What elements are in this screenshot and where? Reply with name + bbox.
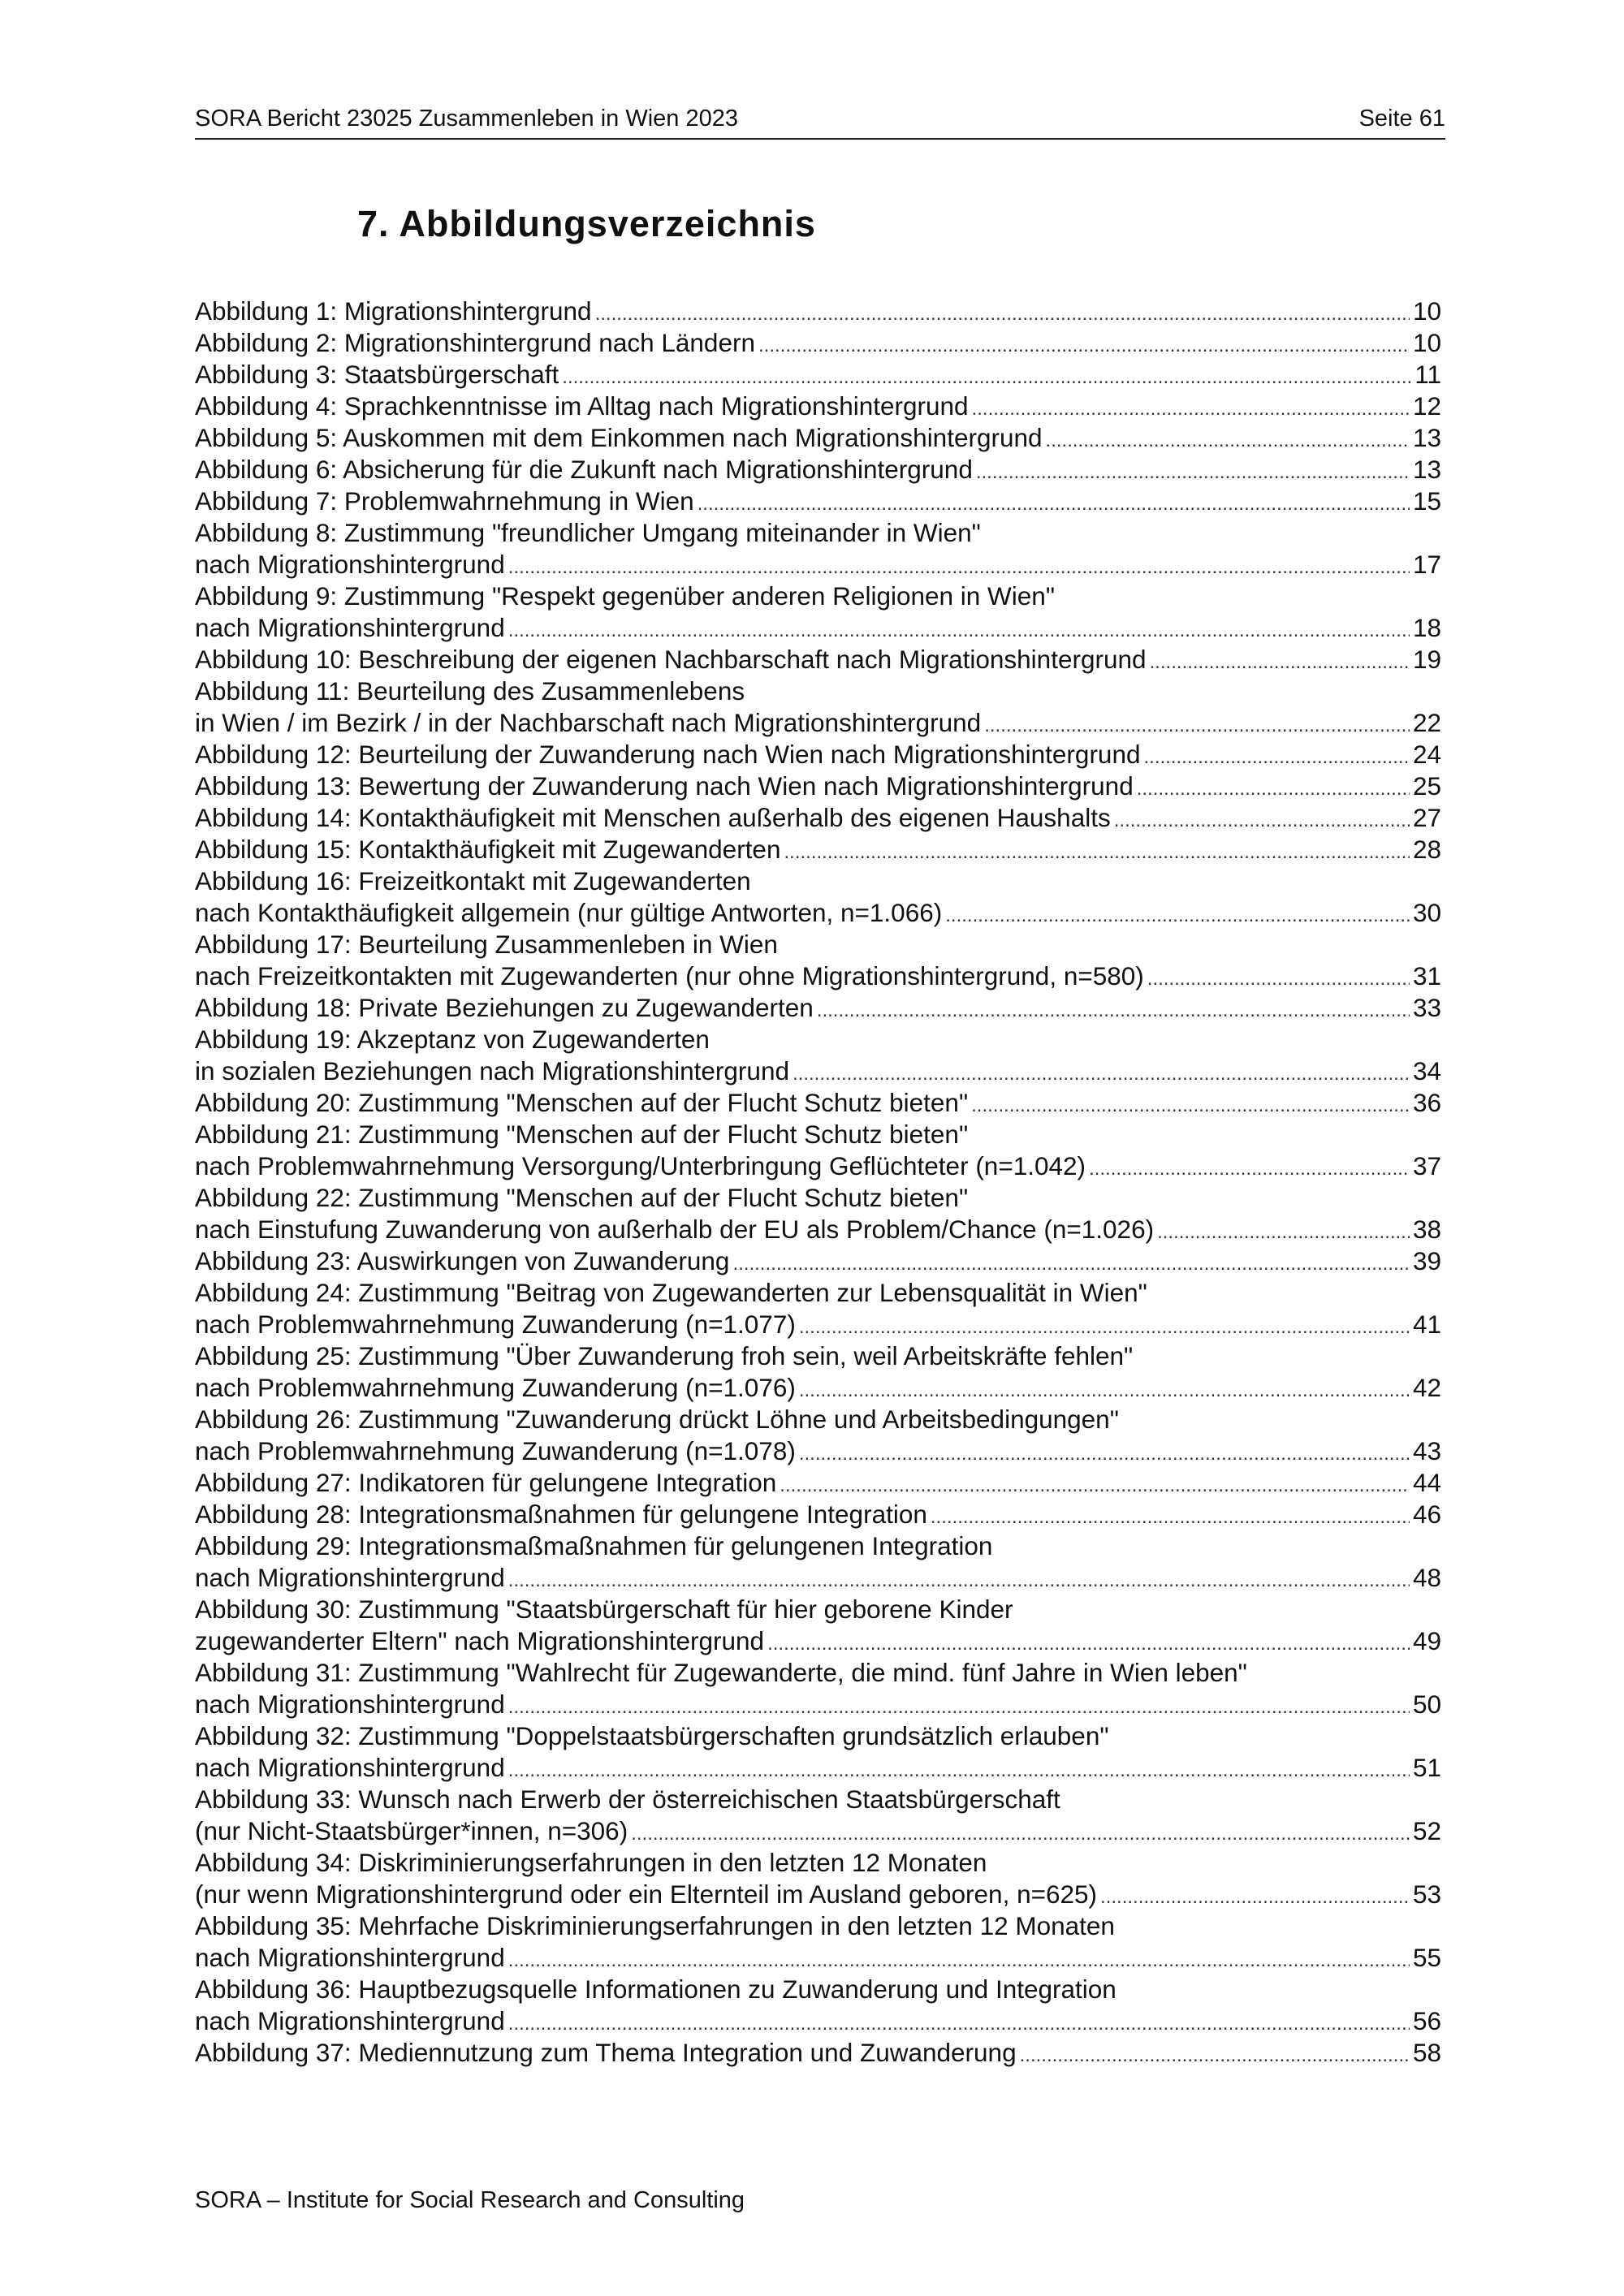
figure-entry-page: 27 [1412,803,1441,832]
figure-entry-line [195,1150,1441,1182]
figure-entry[interactable] [195,1720,1441,1784]
figure-entry[interactable] [195,675,1441,739]
figure-entry-text: nach Migrationshintergrund [195,1753,505,1782]
figure-entry[interactable] [195,834,1441,865]
figure-entry-page: 41 [1412,1310,1441,1339]
dot-leader [780,1470,1410,1501]
figure-entry[interactable] [195,517,1441,580]
figure-entry[interactable] [195,1277,1441,1340]
figure-entry-line [195,1245,1441,1277]
figure-entry-line [195,897,1441,929]
figure-entry[interactable] [195,1467,1441,1499]
figure-entry-page: 31 [1412,961,1441,990]
dot-leader [508,1691,1410,1723]
figure-entry-line [195,486,1441,517]
figure-entry[interactable] [195,929,1441,992]
figure-entry-text: in sozialen Beziehungen nach Migrationshintergrund [195,1056,789,1085]
figure-entry-page: 46 [1412,1500,1441,1529]
dot-leader [1147,963,1410,995]
dot-leader [1114,805,1410,836]
figure-entry[interactable] [195,391,1441,422]
figure-entry-text: in Wien / im Bezirk / in der Nachbarschaft nach Migrationshintergrund [195,708,982,737]
figure-entry-line [195,1942,1441,1974]
figure-entry-text: Abbildung 33: Wunsch nach Erwerb der österreichischen Staatsbürgerschaft [195,1785,1060,1814]
figure-entry-text: Abbildung 3: Staatsbürgerschaft [195,360,559,389]
figure-entry-page: 42 [1412,1373,1441,1402]
figure-entry-text: Abbildung 2: Migrationshintergrund nach Ländern [195,328,755,357]
figure-entry-line [195,422,1441,454]
dot-leader [984,710,1410,741]
figure-entry-text: nach Migrationshintergrund [195,1690,505,1719]
figure-entry-line [195,549,1441,580]
figure-entry[interactable] [195,1024,1441,1087]
dot-leader [1137,773,1410,805]
figure-entry[interactable] [195,1847,1441,1910]
dot-leader [562,361,1411,393]
figure-entry-text: Abbildung 9: Zustimmung "Respekt gegenüber anderen Religionen in Wien" [195,581,1056,611]
dot-leader [1144,741,1410,773]
figure-entry-line [195,865,1441,897]
figure-entry-line [195,612,1441,644]
figure-entry-line [195,1087,1441,1119]
figure-entry[interactable] [195,1530,1441,1594]
figure-entry-page: 53 [1412,1880,1441,1909]
figure-entry-page: 13 [1412,455,1441,484]
figure-entry-line [195,1024,1441,1055]
figure-entry-line [195,1689,1441,1720]
figure-entry-line [195,359,1441,391]
figure-entry-page: 48 [1412,1563,1441,1592]
dot-leader [698,488,1410,520]
figure-entry-text: Abbildung 25: Zustimmung "Über Zuwanderung froh sein, weil Arbeitskräfte fehlen" [195,1341,1134,1370]
figure-entry-line [195,644,1441,675]
figure-entry[interactable] [195,1784,1441,1847]
figure-entry-text: Abbildung 34: Diskriminierungserfahrungen in den letzten 12 Monaten [195,1848,987,1877]
figure-entry-line [195,1530,1441,1562]
figure-entry-text: (nur Nicht-Staatsbürger*innen, n=306) [195,1816,628,1845]
figure-entry-line [195,1752,1441,1784]
figure-entry[interactable] [195,739,1441,770]
figure-entry-text: Abbildung 15: Kontakthäufigkeit mit Zugewanderten [195,835,781,864]
figure-entry-line [195,739,1441,770]
figure-entry-text: nach Migrationshintergrund [195,613,505,642]
figure-entry-line [195,1847,1441,1879]
figure-entry-line [195,1657,1441,1689]
figure-entry-line [195,802,1441,834]
dot-leader [972,393,1410,425]
figure-entry[interactable] [195,1499,1441,1530]
figure-entry-line [195,992,1441,1024]
header-report-title: SORA Bericht 23025 Zusammenleben in Wien 2023 [195,106,738,132]
figure-entry[interactable] [195,1087,1441,1119]
figure-entry-line [195,391,1441,422]
figure-entry-line [195,1562,1441,1594]
figure-entry-line [195,1182,1441,1214]
figure-entry-page: 28 [1412,835,1441,864]
figure-entry-line [195,1340,1441,1372]
figure-entry-page: 17 [1412,550,1441,579]
dot-leader [595,298,1410,330]
figure-entry-line [195,834,1441,865]
figure-entry-line [195,1720,1441,1752]
figure-entry-line [195,1214,1441,1245]
dot-leader [976,456,1410,488]
figure-entry-line [195,960,1441,992]
figure-entry-page: 34 [1412,1056,1441,1085]
figure-entry-text: Abbildung 23: Auswirkungen von Zuwanderung [195,1246,730,1275]
figure-entry-text: Abbildung 26: Zustimmung "Zuwanderung drückt Löhne und Arbeitsbedingungen" [195,1405,1119,1434]
figure-entry-text: Abbildung 1: Migrationshintergrund [195,296,592,326]
figure-entry-text: Abbildung 17: Beurteilung Zusammenleben in Wien [195,930,778,959]
figure-entry-line [195,1784,1441,1815]
figure-entry[interactable] [195,802,1441,834]
figure-entry-page: 11 [1415,360,1441,389]
figure-entry-text: nach Einstufung Zuwanderung von außerhalb der EU als Problem/Chance (n=1.026) [195,1215,1155,1244]
dot-leader [508,1564,1410,1596]
figure-entry[interactable] [195,1340,1441,1404]
figure-entry-page: 12 [1412,391,1441,421]
figure-entry-page: 10 [1412,296,1441,326]
figure-entry-line [195,1594,1441,1625]
page-footer: SORA – Institute for Social Research and Consulting [195,2187,745,2213]
dot-leader [799,1311,1410,1343]
header-page-number: Seite 61 [1358,106,1445,132]
figure-entry-line [195,1055,1441,1087]
figure-entry-text: nach Migrationshintergrund [195,1563,505,1592]
figure-entry-text: Abbildung 35: Mehrfache Diskriminierungserfahrungen in den letzten 12 Monaten [195,1911,1115,1940]
figure-entry[interactable] [195,1974,1441,2037]
figure-entry-page: 56 [1412,2006,1441,2035]
figure-entry[interactable] [195,865,1441,929]
figure-entry-line [195,1119,1441,1150]
figure-entry-text: Abbildung 5: Auskommen mit dem Einkommen nach Migrationshintergrund [195,423,1043,452]
figure-entry-text: Abbildung 31: Zustimmung "Wahlrecht für Zugewanderte, die mind. fünf Jahre in Wien leben" [195,1658,1247,1687]
figure-entry-page: 18 [1412,613,1441,642]
figure-list [195,296,1441,2069]
figure-entry-text: Abbildung 20: Zustimmung "Menschen auf der Flucht Schutz bieten" [195,1088,969,1117]
figure-entry-page: 36 [1412,1088,1441,1117]
figure-entry-page: 22 [1412,708,1441,737]
figure-entry[interactable] [195,1594,1441,1657]
figure-entry-page: 30 [1412,898,1441,927]
dot-leader [793,1058,1410,1090]
dot-leader [767,1628,1410,1659]
figure-entry-line [195,1879,1441,1910]
figure-entry-line [195,1625,1441,1657]
dot-leader [1150,646,1410,678]
figure-entry[interactable] [195,644,1441,675]
dot-leader [1089,1153,1410,1185]
figure-entry-text: Abbildung 6: Absicherung für die Zukunft nach Migrationshintergrund [195,455,973,484]
figure-entry-text: nach Freizeitkontakten mit Zugewanderten (nur ohne Migrationshintergrund, n=580) [195,961,1144,990]
figure-entry[interactable] [195,2037,1441,2069]
figure-entry-page: 58 [1412,2038,1441,2067]
figure-entry-page: 24 [1412,740,1441,769]
figure-entry-line [195,1435,1441,1467]
figure-entry-page: 39 [1412,1246,1441,1275]
figure-entry-page: 33 [1412,993,1441,1022]
figure-entry-line [195,327,1441,359]
dot-leader [1046,425,1410,456]
figure-entry-line [195,454,1441,486]
figure-entry-page: 49 [1412,1626,1441,1655]
figure-entry-line [195,770,1441,802]
figure-entry-line [195,675,1441,707]
figure-entry[interactable] [195,770,1441,802]
figure-entry[interactable] [195,992,1441,1024]
figure-entry-text: Abbildung 32: Zustimmung "Doppelstaatsbürgerschaften grundsätzlich erlauben" [195,1721,1109,1750]
figure-entry-page: 13 [1412,423,1441,452]
dot-leader [1100,1881,1410,1913]
dot-leader [971,1090,1410,1121]
figure-entry-line [195,2005,1441,2037]
figure-entry-text: nach Kontakthäufigkeit allgemein (nur gültige Antworten, n=1.066) [195,898,943,927]
dot-leader [799,1438,1410,1470]
figure-entry-page: 37 [1412,1151,1441,1180]
figure-entry-page: 44 [1412,1468,1441,1497]
figure-entry-text: Abbildung 4: Sprachkenntnisse im Alltag nach Migrationshintergrund [195,391,969,421]
dot-leader [799,1375,1410,1406]
figure-entry-text: nach Problemwahrnehmung Zuwanderung (n=1.078) [195,1436,796,1465]
figure-entry[interactable] [195,327,1441,359]
figure-entry-text: nach Problemwahrnehmung Versorgung/Unterbringung Geflüchteter (n=1.042) [195,1151,1086,1180]
figure-entry[interactable] [195,296,1441,327]
dot-leader [508,615,1410,646]
dot-leader [508,2008,1410,2039]
dot-leader [508,551,1410,583]
figure-entry-page: 51 [1412,1753,1441,1782]
figure-entry[interactable] [195,580,1441,644]
figure-entry-text: nach Problemwahrnehmung Zuwanderung (n=1.076) [195,1373,796,1402]
figure-entry-page: 15 [1412,486,1441,516]
figure-entry-text: Abbildung 16: Freizeitkontakt mit Zugewanderten [195,866,751,896]
figure-entry-line [195,1467,1441,1499]
figure-entry-line [195,1974,1441,2005]
figure-entry-text: Abbildung 29: Integrationsmaßmaßnahmen für gelungenen Integration [195,1531,993,1560]
figure-entry-text: (nur wenn Migrationshintergrund oder ein Elternteil im Ausland geboren, n=625) [195,1880,1098,1909]
figure-entry-text: nach Migrationshintergrund [195,1943,505,1972]
dot-leader [758,330,1410,361]
figure-entry-line [195,1815,1441,1847]
figure-entry-page: 10 [1412,328,1441,357]
figure-entry-line [195,1910,1441,1942]
figure-entry[interactable] [195,1657,1441,1720]
figure-entry-line [195,296,1441,327]
figure-entry-text: Abbildung 18: Private Beziehungen zu Zugewanderten [195,993,814,1022]
dot-leader [817,995,1410,1026]
dot-leader [732,1248,1409,1280]
dot-leader [1020,2039,1410,2071]
dot-leader [784,836,1409,868]
figure-entry-line [195,929,1441,960]
figure-entry-text: Abbildung 10: Beschreibung der eigenen Nachbarschaft nach Migrationshintergrund [195,645,1147,674]
figure-entry[interactable] [195,1910,1441,1974]
figure-entry-text: nach Problemwahrnehmung Zuwanderung (n=1.077) [195,1310,796,1339]
figure-entry-text: Abbildung 19: Akzeptanz von Zugewanderten [195,1025,710,1054]
dot-leader [631,1818,1410,1849]
dot-leader [508,1944,1410,1976]
figure-entry-page: 38 [1412,1215,1441,1244]
figure-entry[interactable] [195,454,1441,486]
figure-entry-text: zugewanderter Eltern" nach Migrationshintergrund [195,1626,765,1655]
figure-entry-line [195,1277,1441,1309]
section-heading: 7. Abbildungsverzeichnis [357,203,816,244]
figure-entry-line [195,707,1441,739]
figure-entry-page: 19 [1412,645,1441,674]
figure-entry-page: 55 [1412,1943,1441,1972]
figure-entry-line [195,1404,1441,1435]
figure-entry[interactable] [195,1182,1441,1245]
figure-entry[interactable] [195,359,1441,391]
figure-entry-text: Abbildung 22: Zustimmung "Menschen auf der Flucht Schutz bieten" [195,1183,969,1212]
figure-entry-text: nach Migrationshintergrund [195,550,505,579]
figure-entry-page: 50 [1412,1690,1441,1719]
figure-entry[interactable] [195,422,1441,454]
figure-entry[interactable] [195,1404,1441,1467]
figure-entry-text: Abbildung 21: Zustimmung "Menschen auf der Flucht Schutz bieten" [195,1120,969,1149]
figure-entry-text: Abbildung 37: Mediennutzung zum Thema Integration und Zuwanderung [195,2038,1017,2067]
figure-entry-text: Abbildung 12: Beurteilung der Zuwanderung nach Wien nach Migrationshintergrund [195,740,1141,769]
figure-entry-text: Abbildung 7: Problemwahrnehmung in Wien [195,486,694,516]
figure-entry-text: Abbildung 11: Beurteilung des Zusammenlebens [195,676,745,706]
page-header [195,102,1445,140]
figure-entry-page: 25 [1412,771,1441,801]
figure-entry-text: Abbildung 36: Hauptbezugsquelle Informationen zu Zuwanderung und Integration [195,1974,1116,2004]
figure-entry-text: Abbildung 24: Zustimmung "Beitrag von Zugewanderten zur Lebensqualität in Wien" [195,1278,1147,1307]
figure-entry-page: 52 [1412,1816,1441,1845]
figure-entry-line [195,1309,1441,1340]
dot-leader [508,1754,1410,1786]
figure-entry-page: 43 [1412,1436,1441,1465]
figure-entry-line [195,580,1441,612]
figure-entry-line [195,1499,1441,1530]
dot-leader [945,900,1410,931]
figure-entry[interactable] [195,1119,1441,1182]
figure-entry-text: Abbildung 30: Zustimmung "Staatsbürgerschaft für hier geborene Kinder [195,1595,1013,1624]
figure-entry-text: Abbildung 27: Indikatoren für gelungene Integration [195,1468,777,1497]
figure-entry-text: Abbildung 8: Zustimmung "freundlicher Umgang miteinander in Wien" [195,518,981,547]
figure-entry-text: Abbildung 13: Bewertung der Zuwanderung nach Wien nach Migrationshintergrund [195,771,1134,801]
dot-leader [931,1501,1410,1533]
figure-entry-text: nach Migrationshintergrund [195,2006,505,2035]
figure-entry-line [195,1372,1441,1404]
figure-entry[interactable] [195,1245,1441,1277]
figure-entry-text: Abbildung 28: Integrationsmaßnahmen für gelungene Integration [195,1500,927,1529]
figure-entry-line [195,517,1441,549]
figure-entry-line [195,2037,1441,2069]
dot-leader [1157,1216,1410,1248]
figure-entry[interactable] [195,486,1441,517]
figure-entry-text: Abbildung 14: Kontakthäufigkeit mit Menschen außerhalb des eigenen Haushalts [195,803,1111,832]
